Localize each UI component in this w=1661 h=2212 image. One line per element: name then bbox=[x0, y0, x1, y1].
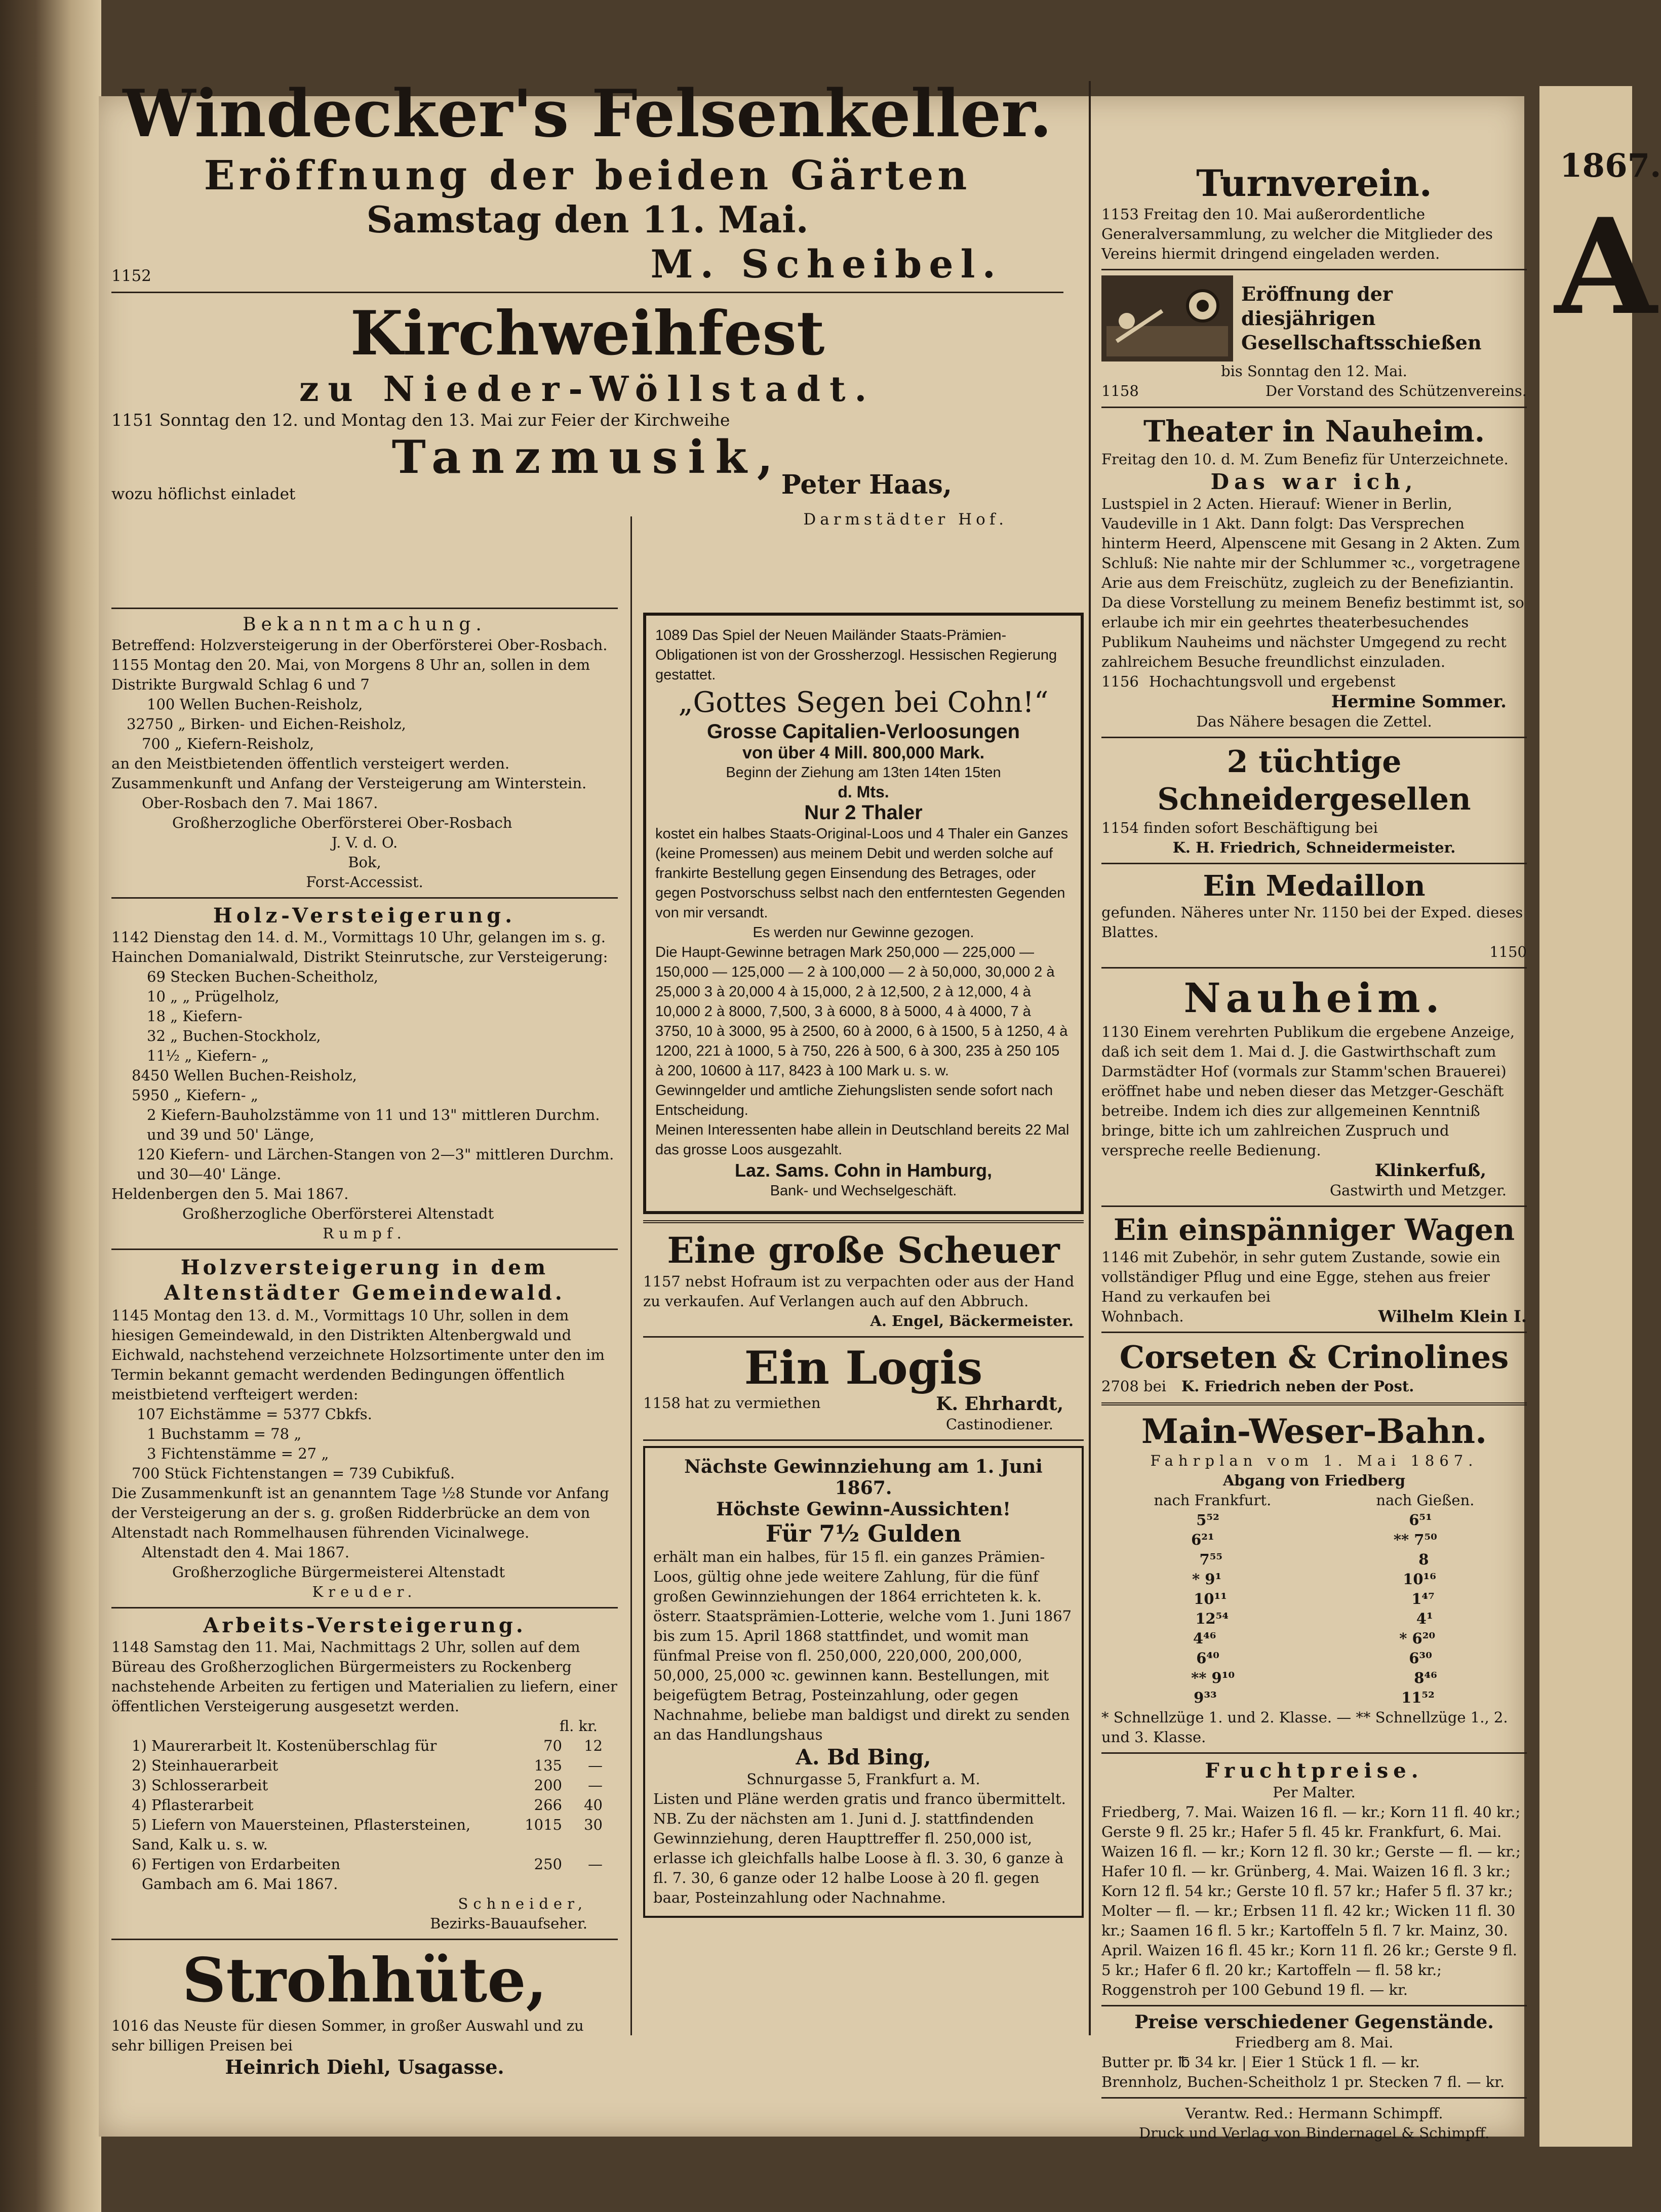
holzgem-line: 700 Stück Fichtenstangen = 739 Cubikfuß. bbox=[132, 1465, 455, 1482]
bekannt-line: 700 „ Kiefern-Reisholz, bbox=[142, 735, 314, 752]
right-column bbox=[1101, 162, 1527, 2143]
holzgem-title: Holzversteigerung in dem Altenstädter Gemeindewald. bbox=[164, 1256, 565, 1305]
arbeits-item: 4) Pflasterarbeit bbox=[132, 1796, 254, 1814]
bahn-row bbox=[1101, 1510, 1527, 1530]
bahn-dep: Abgang von Friedberg bbox=[1222, 1472, 1406, 1489]
kirchweih-name: Peter Haas, bbox=[781, 469, 952, 500]
arbeits-kr: 30 bbox=[584, 1816, 603, 1833]
lottery-draw: Beginn der Ziehung am 13ten 14ten 15ten bbox=[726, 765, 1001, 781]
holzgem-line: Die Zusammenkunft ist an genanntem Tage ½8 Stunde vor Anfang der Versteigerung an der s. g. großen Ridderbrücke an dem von Altenstadt nach Rommelhausen führenden Vicinalwege. bbox=[111, 1484, 609, 1541]
bahn-time-giessen: 4¹ bbox=[1416, 1610, 1433, 1627]
stroh-title: Strohhüte, bbox=[182, 1945, 547, 2016]
lottery-firm: Laz. Sams. Cohn in Hamburg, bbox=[734, 1160, 993, 1181]
lottery-amount: von über 4 Mill. 800,000 Mark. bbox=[742, 743, 985, 762]
left-column bbox=[111, 602, 618, 2078]
bahn-time-frankfurt: 4⁴⁶ bbox=[1193, 1630, 1216, 1647]
theater-more: Das Nähere besagen die Zettel. bbox=[1196, 713, 1432, 730]
arbeits-kr: — bbox=[588, 1757, 603, 1774]
arbeits-fl: 1015 bbox=[525, 1816, 562, 1833]
theater-text: Freitag den 10. d. M. Zum Benefiz für Unterzeichnete. bbox=[1101, 451, 1509, 468]
bahn-row bbox=[1101, 1648, 1527, 1668]
bekannt-line: Ober-Rosbach den 7. Mai 1867. bbox=[142, 794, 378, 812]
corset-title: Corseten & Crinolines bbox=[1119, 1339, 1509, 1376]
bahn-sub: Fahrplan vom 1. Mai 1867. bbox=[1150, 1452, 1478, 1469]
scheuer-text: 1157 nebst Hofraum ist zu verpachten oder aus der Hand zu verkaufen. Auf Verlangen auch auf den Abbruch. bbox=[643, 1273, 1075, 1310]
bekannt-line: 100 Wellen Buchen-Reisholz, bbox=[147, 696, 363, 713]
lottery-title: „Gottes Segen bei Cohn!“ bbox=[678, 686, 1049, 719]
holzgem-line: 107 Eichstämme = 5377 Cbkfs. bbox=[137, 1405, 372, 1423]
kirchweih-hof: Darmstädter Hof. bbox=[803, 510, 1008, 529]
bahn-time-giessen: 10¹⁶ bbox=[1403, 1571, 1436, 1588]
arbeits-kr: 40 bbox=[584, 1796, 603, 1814]
gewinn-firm: A. Bd Bing, bbox=[796, 1745, 931, 1769]
holz-line: 18 „ Kiefern- bbox=[147, 1008, 243, 1025]
gewinn-l1: Nächste Gewinnziehung am 1. Juni 1867. bbox=[684, 1456, 1043, 1499]
holz-line: Rumpf. bbox=[323, 1225, 407, 1242]
schneider-title: 2 tüchtige Schneidergesellen bbox=[1157, 744, 1471, 817]
bekannt-line: Bok, bbox=[348, 854, 381, 871]
wagen-place: Wohnbach. bbox=[1101, 1308, 1184, 1325]
logis-role: Castinodiener. bbox=[945, 1416, 1053, 1433]
bahn-time-frankfurt: 5⁵² bbox=[1196, 1511, 1219, 1529]
schneider-name: K. H. Friedrich, Schneidermeister. bbox=[1172, 839, 1456, 856]
top-ads bbox=[111, 76, 1063, 530]
gewinn-body: erhält man ein halbes, für 15 fl. ein ganzes Prämien-Loos, gültig ohne jede weitere Zahlung, für die fünf großen Gewinnziehungen der 1864 errichteten k. k. österr. Staatsprämien-Lotterie, welche vom 1. Juni 1867 bis zum 15. April 1868 stattfindet, und womit man fünfmal Preise von fl. 250,000, 220,000, 200,000, 50,000, 25,000 ꝛc. gewinnen kann. Bestellungen, mit beigefügtem Betrag, Posteinzahlung, oder gegen Nachnahme, beliebe man baldigst und direkt zu senden an das Handlungshaus bbox=[653, 1548, 1072, 1743]
holzgem-line: Kreuder. bbox=[312, 1583, 417, 1600]
arbeits-fl: 200 bbox=[534, 1777, 562, 1794]
arbeits-kr: 12 bbox=[584, 1737, 603, 1754]
preise-druck: Druck und Verlag von Bindernagel & Schimpff. bbox=[1138, 2124, 1490, 2142]
gewinn-l2: Höchste Gewinn-Aussichten! bbox=[716, 1499, 1011, 1520]
wagen-text: 1146 mit Zubehör, in sehr gutem Zustande, sowie ein vollständiger Pflug und eine Egge, stehen aus freier Hand zu verkaufen bei bbox=[1101, 1249, 1500, 1305]
lottery-intro: 1089 Das Spiel der Neuen Mailänder Staats-Prämien-Obligationen ist von der Grossherzogl. Hessischen Regierung gestattet. bbox=[655, 627, 1057, 683]
holz-line: 1142 Dienstag den 14. d. M., Vormittags 10 Uhr, gelangen im s. g. Hainchen Domanialwald, Distrikt Steinrutsche, zur Versteigerung: bbox=[111, 929, 608, 966]
arbeits-fl: 135 bbox=[534, 1757, 562, 1774]
holzgem-line: Altenstadt den 4. Mai 1867. bbox=[142, 1544, 349, 1561]
logis-name: K. Ehrhardt, bbox=[936, 1393, 1063, 1415]
arbeits-item: 2) Steinhauerarbeit bbox=[132, 1757, 279, 1774]
arbeits-date: Gambach am 6. Mai 1867. bbox=[142, 1875, 338, 1893]
arbeits-title: Arbeits-Versteigerung. bbox=[203, 1614, 526, 1637]
arbeits-fl: 266 bbox=[534, 1796, 562, 1814]
bahn-row bbox=[1101, 1530, 1527, 1550]
lottery-win: Es werden nur Gewinne gezogen. bbox=[753, 924, 974, 941]
arbeits-item: 6) Fertigen von Erdarbeiten bbox=[132, 1856, 341, 1873]
bekannt-line: Forst-Accessist. bbox=[306, 873, 423, 891]
scheuer-name: A. Engel, Bäckermeister. bbox=[870, 1312, 1074, 1330]
bekannt-title: Bekanntmachung. bbox=[243, 614, 487, 635]
column-rule bbox=[1089, 81, 1091, 2035]
bahn-time-frankfurt: ** 9¹⁰ bbox=[1191, 1669, 1235, 1686]
felsenkeller-owner: M. Scheibel. bbox=[650, 242, 1003, 287]
frucht-title: Fruchtpreise. bbox=[1205, 1759, 1423, 1783]
lottery-month: d. Mts. bbox=[838, 783, 889, 801]
bahn-time-giessen: * 6²⁰ bbox=[1399, 1630, 1436, 1647]
theater-name: Hermine Sommer. bbox=[1331, 692, 1507, 712]
stroh-name: Heinrich Diehl, Usagasse. bbox=[225, 2056, 504, 2078]
lottery-body: kostet ein halbes Staats-Original-Loos und 4 Thaler ein Ganzes (keine Promessen) aus meinem Debit und werden solche auf frankirte Bestellung gegen Einsendung des Betrages, oder gegen Postvorschuss selbst nach den entferntesten Gegenden von mir versandt. bbox=[655, 826, 1069, 921]
gewinn-l3: Für 7½ Gulden bbox=[765, 1520, 962, 1547]
arbeits-row bbox=[111, 1776, 618, 1795]
theater-body: Lustspiel in 2 Acten. Hierauf: Wiener in Berlin, Vaudeville in 1 Akt. Dann folgt: Das Versprechen hinterm Heerd, Alpenscene mit Gesang in 2 Akten. Zum Schluß: Nie nahte mir der Schlummer ꝛc., vorgetragene Arie aus dem Freischütz, zugleich zu der Benefiziantin. bbox=[1101, 495, 1520, 591]
arbeits-kr: — bbox=[588, 1777, 603, 1794]
stroh-text: 1016 das Neuste für diesen Sommer, in großer Auswahl und zu sehr billigen Preisen bei bbox=[111, 2017, 584, 2054]
bahn-row bbox=[1101, 1668, 1527, 1688]
nauheim-text: 1130 Einem verehrten Publikum die ergebene Anzeige, daß ich seit dem 1. Mai d. J. die Gastwirthschaft zum Darmstädter Hof (vormals zur Stamm'schen Brauerei) eröffnet habe und neben dieser das Metzger-Geschäft betreibe. Indem ich dies zur allgemeinen Kenntniß bringe, bitte ich um zahlreichen Zuspruch und verspreche reelle Bedienung. bbox=[1101, 1023, 1515, 1159]
lottery-price: Nur 2 Thaler bbox=[804, 801, 923, 824]
corset-text: 2708 bei bbox=[1101, 1378, 1167, 1395]
schuetz-ad bbox=[1101, 275, 1527, 361]
nauheim-role: Gastwirth und Metzger. bbox=[1329, 1182, 1507, 1199]
felsenkeller-line1: Eröffnung der beiden Gärten bbox=[204, 151, 971, 199]
holzgem-line: 1145 Montag den 13. d. M., Vormittags 10 Uhr, sollen in dem hiesigen Gemeindewald, in den Distrikten Altenbergwald und Eichwald, nachstehend verzeichnete Holzsortimente unter den im Termin bekannt gemacht werdenden Bedingungen öffentlich meistbietend verfteigert werden: bbox=[111, 1307, 605, 1403]
holz-line: 69 Stecken Buchen-Scheitholz, bbox=[147, 968, 379, 985]
kirchweih-invite: wozu höflichst einladet bbox=[111, 485, 296, 503]
holzgem-line: 1 Buchstamm = 78 „ bbox=[147, 1425, 302, 1442]
arbeits-intro: 1148 Samstag den 11. Mai, Nachmittags 2 Uhr, sollen auf dem Büreau des Großherzoglichen Bürgermeisters zu Rockenberg nachstehende Arbeiten zu fertigen und Materialien zu liefern, einer öffentlichen Versteigerung ausgesetzt werden. bbox=[111, 1638, 617, 1715]
column-rule bbox=[630, 516, 632, 2035]
arbeits-kr: — bbox=[588, 1856, 603, 1873]
preise-red: Verantw. Red.: Hermann Schimpff. bbox=[1185, 2105, 1443, 2122]
theater-body2: Da diese Vorstellung zu meinem Benefiz bestimmt ist, so erlaube ich mir ein geehrtes theaterbesuchendes Publikum Nauheims und nächster Umgegend zu recht zahlreichem Besuche freundlichst einzuladen. bbox=[1101, 594, 1524, 670]
preise-l2: Brennholz, Buchen-Scheitholz 1 pr. Stecken 7 fl. — kr. bbox=[1101, 2073, 1505, 2090]
corset-name: K. Friedrich neben der Post. bbox=[1181, 1378, 1414, 1395]
kirchweih-dance: Tanzmusik, bbox=[391, 430, 783, 484]
nauheim-title: Nauheim. bbox=[1183, 974, 1445, 1022]
next-page-fragment bbox=[1539, 86, 1661, 2147]
wagen-name: Wilhelm Klein I. bbox=[1378, 1307, 1527, 1326]
schuetz-sign: Der Vorstand des Schützenvereins. bbox=[1265, 382, 1527, 399]
bahn-time-giessen: 1⁴⁷ bbox=[1411, 1590, 1435, 1607]
bahn-row bbox=[1101, 1609, 1527, 1629]
bahn-col-frankfurt: nach Frankfurt. bbox=[1154, 1492, 1272, 1509]
arbeits-row bbox=[111, 1795, 618, 1815]
schuetz-date: bis Sonntag den 12. Mai. bbox=[1221, 363, 1407, 380]
bahn-col-giessen: nach Gießen. bbox=[1376, 1492, 1475, 1509]
bahn-time-giessen: 6⁵¹ bbox=[1409, 1511, 1432, 1529]
arbeits-table-head: fl. kr. bbox=[559, 1717, 598, 1735]
arbeits-table bbox=[111, 1716, 618, 1874]
bahn-time-frankfurt: 12⁵⁴ bbox=[1195, 1610, 1229, 1627]
arbeits-row bbox=[111, 1815, 618, 1855]
bekannt-line: Großherzogliche Oberförsterei Ober-Rosbach bbox=[172, 814, 512, 831]
middle-column bbox=[643, 613, 1084, 1918]
bahn-time-frankfurt: 6²¹ bbox=[1191, 1531, 1214, 1548]
kirchweih-place: zu Nieder-Wöllstadt. bbox=[299, 369, 876, 410]
scheuer-title: Eine große Scheuer bbox=[667, 1229, 1060, 1271]
bekannt-line: an den Meistbietenden öffentlich versteigert werden. Zusammenkunft und Anfang der Versteigerung am Winterstein. bbox=[111, 755, 587, 792]
medaillon-text: gefunden. Näheres unter Nr. 1150 bei der Exped. dieses Blattes. bbox=[1101, 904, 1523, 941]
holz-line: 10 „ „ Prügelholz, bbox=[147, 988, 280, 1005]
lottery-ad bbox=[643, 613, 1084, 1214]
bekannt-line: 1155 Montag den 20. Mai, von Morgens 8 Uhr an, sollen in dem Distrikte Burgwald Schlag 6 und 7 bbox=[111, 656, 590, 693]
wagen-title: Ein einspänniger Wagen bbox=[1113, 1213, 1515, 1247]
bahn-row bbox=[1101, 1570, 1527, 1589]
arbeits-item: 3) Schlosserarbeit bbox=[132, 1777, 268, 1794]
theater-greet: Hochachtungsvoll und ergebenst bbox=[1149, 673, 1396, 690]
bahn-time-giessen: ** 7⁵⁰ bbox=[1393, 1531, 1437, 1548]
gewinn-lists: Listen und Pläne werden gratis und franco übermittelt. bbox=[653, 1790, 1066, 1807]
holz-line: 8450 Wellen Buchen-Reisholz, bbox=[132, 1067, 357, 1084]
frucht-unit: Per Malter. bbox=[1273, 1784, 1356, 1801]
turn-title: Turnverein. bbox=[1196, 162, 1432, 205]
arbeits-sign: Schneider, bbox=[458, 1895, 587, 1912]
book-edge bbox=[0, 0, 101, 2212]
logis-text: 1158 hat zu vermiethen bbox=[643, 1394, 821, 1412]
turn-text: 1153 Freitag den 10. Mai außerordentliche Generalversammlung, zu welcher die Mitglieder des Vereins hiermit dringend eingeladen werden. bbox=[1101, 206, 1493, 262]
arbeits-fl: 70 bbox=[543, 1737, 562, 1754]
schuetz-num: 1158 bbox=[1101, 382, 1139, 399]
preise-l1: Butter pr. ℔ 34 kr. | Eier 1 Stück 1 fl. — kr. bbox=[1101, 2054, 1420, 2071]
next-page-initial: A bbox=[1555, 190, 1657, 344]
bahn-time-frankfurt: 6⁴⁰ bbox=[1196, 1650, 1219, 1667]
frucht-text: Friedberg, 7. Mai. Waizen 16 fl. — kr.; Korn 11 fl. 40 kr.; Gerste 9 fl. 25 kr.; Hafer 5 fl. 45 kr. Frankfurt, 6. Mai. Waizen 16 fl. — kr.; Korn 12 fl. 30 kr.; Gerste — fl. — kr.; Hafer 10 fl. — kr. Grünberg, 4. Mai. Waizen 16 fl. 3 kr.; Korn 12 fl. 54 kr.; Gerste 10 fl. 57 kr.; Hafer 5 fl. 37 kr.; Molter — fl. — kr.; Erbsen 11 fl. 42 kr.; Wicken 11 fl. 30 kr.; Saamen 16 fl. 5 kr.; Kartoffeln 5 fl. 7 kr. Mainz, 30. April. Waizen 16 fl. 45 kr.; Korn 11 fl. 26 kr.; Gerste 9 fl. 5 kr.; Hafer 6 fl. 20 kr.; Kartoffeln — fl. 58 kr.; Roggenstroh per 100 Gebund 19 fl. — kr. bbox=[1101, 1803, 1521, 1998]
arbeits-role: Bezirks-Bauaufseher. bbox=[430, 1915, 587, 1932]
schuetz-text: Eröffnung der diesjährigen Gesellschaftsschießen bbox=[1241, 283, 1482, 354]
preise-date: Friedberg am 8. Mai. bbox=[1235, 2034, 1394, 2051]
bahn-row bbox=[1101, 1688, 1527, 1708]
holzgem-line: Großherzogliche Bürgermeisterei Altenstadt bbox=[172, 1563, 505, 1581]
bekannt-line: Betreffend: Holzversteigerung in der Oberförsterei Ober-Rosbach. bbox=[111, 636, 608, 654]
preise-title: Preise verschiedener Gegenstände. bbox=[1134, 2012, 1494, 2033]
lottery-firm2: Bank- und Wechselgeschäft. bbox=[770, 1183, 957, 1199]
arbeits-row bbox=[111, 1756, 618, 1776]
theater-title: Theater in Nauheim. bbox=[1143, 414, 1485, 449]
lottery-luck: Meinen Interessenten habe allein in Deutschland bereits 22 Mal das grosse Loos ausgezahlt. bbox=[655, 1122, 1070, 1158]
arbeits-fl: 250 bbox=[534, 1856, 562, 1873]
medaillon-title: Ein Medaillon bbox=[1203, 869, 1426, 903]
medaillon-num: 1150 bbox=[1489, 943, 1527, 960]
bahn-time-giessen: 8⁴⁶ bbox=[1414, 1669, 1437, 1686]
holz-line: 2 Kiefern-Bauholzstämme von 11 und 13" mittleren Durchm. und 39 und 50' Länge, bbox=[147, 1106, 600, 1143]
bahn-note: * Schnellzüge 1. und 2. Klasse. — ** Schnellzüge 1., 2. und 3. Klasse. bbox=[1101, 1709, 1508, 1746]
bahn-row bbox=[1101, 1589, 1527, 1609]
lottery-lists: Gewinngelder und amtliche Ziehungslisten sende sofort nach Entscheidung. bbox=[655, 1082, 1053, 1118]
holz-line: 5950 „ Kiefern- „ bbox=[132, 1087, 258, 1104]
bahn-row bbox=[1101, 1550, 1527, 1570]
shooter-woodcut-icon bbox=[1101, 275, 1233, 361]
bahn-time-frankfurt: * 9¹ bbox=[1192, 1571, 1222, 1588]
felsenkeller-title: Windecker's Felsenkeller. bbox=[123, 76, 1052, 152]
gewinn-ad bbox=[643, 1446, 1084, 1918]
bahn-title: Main-Weser-Bahn. bbox=[1141, 1412, 1487, 1451]
holz-line: Großherzogliche Oberförsterei Altenstadt bbox=[182, 1205, 494, 1222]
next-page-year: 1867. bbox=[1560, 147, 1661, 185]
holz-line: 32 „ Buchen-Stockholz, bbox=[147, 1027, 321, 1044]
holz-title: Holz-Versteigerung. bbox=[213, 904, 517, 928]
bahn-time-frankfurt: 9³³ bbox=[1194, 1689, 1217, 1706]
nauheim-name: Klinkerfuß, bbox=[1374, 1160, 1486, 1181]
bahn-time-giessen: 11⁵² bbox=[1401, 1689, 1435, 1706]
bahn-timetable bbox=[1101, 1510, 1527, 1708]
logis-title: Ein Logis bbox=[744, 1341, 983, 1395]
bahn-time-giessen: 8 bbox=[1418, 1551, 1429, 1568]
theater-play: Das war ich, bbox=[1210, 469, 1418, 494]
holz-line: Heldenbergen den 5. Mai 1867. bbox=[111, 1185, 349, 1202]
gewinn-nb: NB. Zu der nächsten am 1. Juni d. J. stattfindenden Gewinnziehung, deren Haupttreffer fl. 250,000 ist, erlasse ich gleichfalls halbe Loose à fl. 3. 30, 6 ganze à fl. 7. 30, 6 ganze oder 12 halbe Loose à 20 fl. gegen baar, Posteinzahlung oder Nachnahme. bbox=[653, 1810, 1064, 1906]
kirchweih-title: Kirchweihfest bbox=[350, 298, 825, 369]
kirchweih-text: 1151 Sonntag den 12. und Montag den 13. Mai zur Feier der Kirchweihe bbox=[111, 410, 730, 430]
holz-line: 120 Kiefern- und Lärchen-Stangen von 2—3" mittleren Durchm. und 30—40' Länge. bbox=[137, 1146, 614, 1183]
bekannt-line: 32750 „ Birken- und Eichen-Reisholz, bbox=[127, 715, 406, 733]
felsenkeller-line2: Samstag den 11. Mai. bbox=[366, 198, 809, 241]
holz-line: 11½ „ Kiefern- „ bbox=[147, 1047, 269, 1064]
lottery-sub: Grosse Capitalien-Verloosungen bbox=[707, 720, 1020, 743]
arbeits-item: 1) Maurerarbeit lt. Kostenüberschlag für bbox=[132, 1737, 437, 1754]
theater-num: 1156 bbox=[1101, 673, 1139, 690]
bahn-time-frankfurt: 7⁵⁵ bbox=[1199, 1551, 1223, 1568]
bahn-time-giessen: 6³⁰ bbox=[1409, 1650, 1432, 1667]
bahn-row bbox=[1101, 1629, 1527, 1648]
lottery-prizes: Die Haupt-Gewinne betragen Mark 250,000 — 225,000 — 150,000 — 125,000 — 2 à 100,000 — 2 à 50,000, 30,000 2 à 25,000 3 à 20,000 4 à 15,000, 2 à 12,500, 2 à 12,000, 4 à 10,000 2 à 8000, 7,500, 3 à 6000, 8 à 5000, 4 à 4000, 7 à 3750, 10 à 3000, 95 à 2500, 60 à 2000, 6 à 1500, 5 à 1250, 4 à 1200, 221 à 1000, 5 à 750, 226 à 500, 6 à 300, 235 à 250 105 à 200, 10600 à 117, 8423 à 100 Mark u. s. w. bbox=[655, 944, 1068, 1079]
holzgem-line: 3 Fichtenstämme = 27 „ bbox=[147, 1445, 329, 1462]
arbeits-row bbox=[111, 1736, 618, 1756]
gewinn-addr: Schnurgasse 5, Frankfurt a. M. bbox=[746, 1771, 980, 1788]
schneider-text: 1154 finden sofort Beschäftigung bei bbox=[1101, 819, 1378, 836]
bahn-time-frankfurt: 10¹¹ bbox=[1194, 1590, 1227, 1607]
arbeits-item: 5) Liefern von Mauersteinen, Pflastersteinen, Sand, Kalk u. s. w. bbox=[132, 1816, 471, 1853]
bekannt-line: J. V. d. O. bbox=[331, 834, 398, 851]
ad-number: 1152 bbox=[111, 267, 151, 285]
arbeits-row bbox=[111, 1855, 618, 1874]
